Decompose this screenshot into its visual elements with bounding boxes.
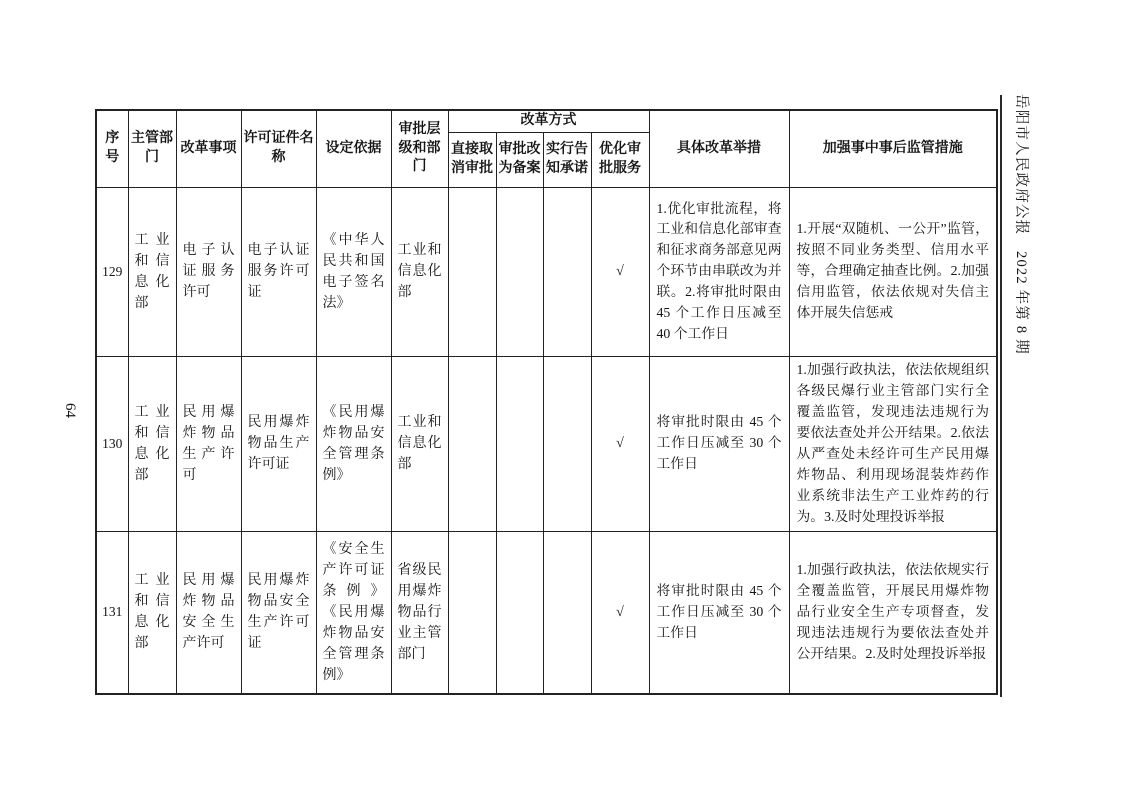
cell-license-name: 民用爆炸物品安全生产许可证	[241, 531, 316, 694]
header-approval-level: 审批层级和部门	[391, 110, 448, 187]
page-number: 64	[62, 403, 78, 418]
cell-approval-level: 工业和信息化部	[391, 356, 448, 531]
cell-reform-item: 电子认证服务许可	[176, 187, 241, 356]
cell-serial: 129	[96, 187, 128, 356]
cell-mode-filing	[496, 531, 543, 694]
table-row	[96, 356, 997, 531]
header-reform-item: 改革事项	[176, 110, 241, 187]
cell-mode-optimize-checkmark: √	[591, 187, 649, 356]
header-serial: 序号	[96, 110, 128, 187]
cell-mode-optimize-checkmark: √	[591, 356, 649, 531]
header-reform-mode-group: 改革方式	[448, 110, 649, 132]
cell-serial: 130	[96, 356, 128, 531]
table-row	[96, 187, 997, 356]
cell-approval-level: 省级民用爆炸物品行业主管部门	[391, 531, 448, 694]
header-measures: 具体改革举措	[649, 110, 789, 187]
cell-measures: 将审批时限由 45 个工作日压减至 30 个工作日	[649, 531, 789, 694]
cell-license-name: 电子认证服务许可证	[241, 187, 316, 356]
cell-supervision: 1.加强行政执法，依法依规组织各级民爆行业主管部门实行全覆盖监管，发现违法违规行为要依法查处并公开结果。2.依法从严查处未经许可生产民用爆炸物品、利用现场混装炸药作业系统非法生产工业炸药的行为。3.及时处理投诉举报	[789, 356, 997, 531]
header-supervision: 加强事中事后监管措施	[789, 110, 997, 187]
header-mode-filing: 审批改为备案	[496, 132, 543, 187]
cell-reform-item: 民用爆炸物品生产许可	[176, 356, 241, 531]
cell-mode-commitment	[543, 356, 591, 531]
header-mode-optimize: 优化审批服务	[591, 132, 649, 187]
cell-basis: 《民用爆炸物品安全管理条例》	[316, 356, 391, 531]
cell-department: 工业和信息化部	[128, 187, 176, 356]
cell-mode-cancel	[448, 356, 496, 531]
cell-mode-cancel	[448, 187, 496, 356]
gazette-masthead: 岳阳市人民政府公报 2022 年第 8 期	[1013, 94, 1029, 355]
cell-approval-level: 工业和信息化部	[391, 187, 448, 356]
cell-mode-optimize-checkmark: √	[591, 531, 649, 694]
cell-mode-filing	[496, 187, 543, 356]
cell-measures: 1.优化审批流程，将工业和信息化部审查和征求商务部意见两个环节由串联改为并联。2.将审批时限由45 个工作日压减至 40 个工作日	[649, 187, 789, 356]
cell-mode-commitment	[543, 187, 591, 356]
header-department: 主管部门	[128, 110, 176, 187]
cell-license-name: 民用爆炸物品生产许可证	[241, 356, 316, 531]
masthead-rule	[1000, 95, 1002, 697]
header-mode-cancel: 直接取消审批	[448, 132, 496, 187]
cell-reform-item: 民用爆炸物品安全生产许可	[176, 531, 241, 694]
reform-items-table	[95, 109, 998, 695]
header-mode-commitment: 实行告知承诺	[543, 132, 591, 187]
table-row	[96, 531, 997, 694]
cell-supervision: 1.加强行政执法，依法依规实行全覆盖监管，开展民用爆炸物品行业安全生产专项督查，发现违法违规行为要依法查处并公开结果。2.及时处理投诉举报	[789, 531, 997, 694]
cell-basis: 《中华人民共和国电子签名法》	[316, 187, 391, 356]
header-basis: 设定依据	[316, 110, 391, 187]
cell-serial: 131	[96, 531, 128, 694]
cell-mode-cancel	[448, 531, 496, 694]
cell-department: 工业和信息化部	[128, 531, 176, 694]
cell-mode-commitment	[543, 531, 591, 694]
cell-basis: 《安全生产许可证条例》《民用爆炸物品安全管理条例》	[316, 531, 391, 694]
cell-supervision: 1.开展“双随机、一公开”监管，按照不同业务类型、信用水平等，合理确定抽查比例。2.加强信用监管，依法依规对失信主体开展失信惩戒	[789, 187, 997, 356]
cell-department: 工业和信息化部	[128, 356, 176, 531]
cell-mode-filing	[496, 356, 543, 531]
cell-measures: 将审批时限由 45 个工作日压减至 30 个工作日	[649, 356, 789, 531]
header-license-name: 许可证件名称	[241, 110, 316, 187]
